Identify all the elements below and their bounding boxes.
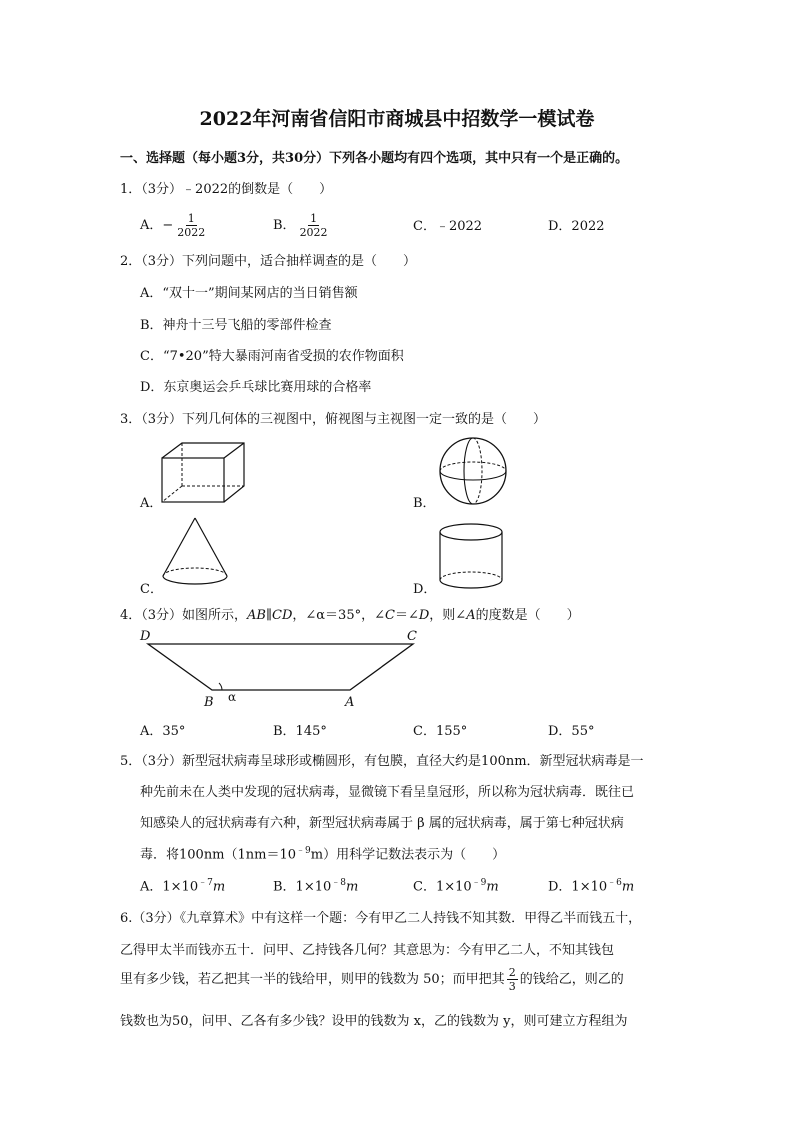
q1-option-c: C．﹣2022 bbox=[413, 219, 483, 234]
q1-a-numerator: 1 bbox=[187, 212, 195, 225]
figure-label-alpha: α bbox=[228, 690, 237, 704]
figure-label-c: C bbox=[407, 629, 417, 644]
q1-option-a bbox=[140, 212, 209, 239]
question-6-line-1: 6.（3分）《九章算术》中有这样一个题：今有甲乙二人持钱不知其数．甲得乙半而钱五十， bbox=[120, 911, 642, 926]
q5-a-exponent: ﹣7 bbox=[198, 878, 213, 888]
q4-stem-part: ，∠α＝35°，∠ bbox=[292, 608, 385, 623]
q5-b-exponent: ﹣8 bbox=[331, 878, 346, 888]
q5-line4-exponent: ﹣9 bbox=[296, 846, 311, 856]
q5-a-base: A．1×10 bbox=[140, 879, 199, 895]
q4-option-c: C．155° bbox=[413, 724, 468, 739]
q4-stem-ab: AB bbox=[247, 608, 266, 623]
q1-b-denominator: 2022 bbox=[299, 226, 328, 239]
q2-option-b: B．神舟十三号飞船的零部件检查 bbox=[140, 318, 332, 333]
q3-option-d: D． bbox=[413, 582, 437, 597]
q1-a-denominator: 2022 bbox=[177, 226, 206, 239]
q5-b-unit: m bbox=[346, 879, 359, 895]
q5-option-c bbox=[413, 875, 499, 894]
figure-label-b: B bbox=[204, 695, 214, 710]
q5-d-exponent: ﹣6 bbox=[607, 878, 622, 888]
q1-option-b bbox=[273, 212, 332, 239]
q5-c-base: C．1×10 bbox=[413, 879, 472, 895]
q3-option-b: B． bbox=[413, 496, 436, 511]
q3-option-c: C． bbox=[140, 582, 163, 597]
q4-stem-part: ，则∠ bbox=[429, 608, 467, 623]
q4-stem-part: 的度数是（ ） bbox=[475, 608, 580, 623]
q5-option-a bbox=[140, 875, 225, 894]
q5-option-d bbox=[548, 875, 634, 894]
q5-line4-part: 毒．将100nm（1nm＝10 bbox=[140, 847, 297, 863]
q4-stem-d: D bbox=[418, 608, 430, 623]
q4-stem-cd: CD bbox=[272, 608, 293, 623]
question-5-line-3: 知感染人的冠状病毒有六种，新型冠状病毒属于 β 属的冠状病毒，属于第七种冠状病 bbox=[140, 816, 624, 831]
q4-stem-c: C bbox=[385, 608, 395, 623]
q1-option-d: D．2022 bbox=[548, 219, 605, 234]
q4-option-b: B．145° bbox=[273, 724, 327, 739]
q1-option-b-label: B． bbox=[273, 218, 296, 233]
q1-option-a-sign: − bbox=[162, 218, 174, 233]
q6-line3-part: 的钱给乙，则乙的 bbox=[519, 972, 624, 987]
question-5-line-4 bbox=[140, 843, 505, 862]
q5-option-b bbox=[273, 875, 358, 894]
question-1-stem: 1．（3分）﹣2022的倒数是（ ） bbox=[120, 182, 333, 197]
question-6-line-2: 乙得甲太半而钱亦五十．问甲、乙持钱各几何？其意思为：今有甲乙二人，不知其钱包 bbox=[120, 943, 615, 958]
q2-option-c: C．“7•20”特大暴雨河南省受损的农作物面积 bbox=[140, 349, 404, 364]
question-5-line-2: 种先前未在人类中发现的冠状病毒，显微镜下看呈皇冠形，所以称为冠状病毒．既往已 bbox=[140, 785, 635, 800]
q6-denominator: 3 bbox=[508, 980, 516, 993]
question-3-stem: 3．（3分）下列几何体的三视图中，俯视图与主视图一定一致的是（ ） bbox=[120, 412, 547, 427]
q6-numerator: 2 bbox=[508, 966, 516, 979]
trapezoid-figure bbox=[140, 628, 430, 713]
q6-fraction bbox=[507, 966, 518, 993]
q1-option-a-label: A． bbox=[140, 218, 163, 233]
cone-figure bbox=[160, 516, 230, 588]
q4-stem-part: 4．（3分）如图所示， bbox=[120, 608, 248, 623]
q2-option-d: D．东京奥运会乒乓球比赛用球的合格率 bbox=[140, 380, 372, 395]
q5-d-unit: m bbox=[621, 879, 635, 895]
q4-stem-a: A bbox=[466, 608, 476, 623]
q5-a-unit: m bbox=[212, 879, 226, 895]
section-heading: 一、选择题（每小题3分，共30分）下列各小题均有四个选项，其中只有一个是正确的。 bbox=[120, 151, 629, 166]
q1-b-numerator: 1 bbox=[310, 212, 318, 225]
question-6-line-4: 钱数也为50，问甲、乙各有多少钱？设甲的钱数为 x，乙的钱数为 y，则可建立方程组为 bbox=[120, 1014, 628, 1029]
q5-c-exponent: ﹣9 bbox=[471, 878, 487, 888]
q1-option-b-fraction bbox=[298, 212, 330, 239]
q6-line3-part: 里有多少钱，若乙把其一半的钱给甲，则甲的钱数为 50；而甲把其 bbox=[120, 972, 505, 987]
question-4-stem bbox=[120, 604, 580, 623]
question-2-stem: 2．（3分）下列问题中，适合抽样调查的是（ ） bbox=[120, 254, 417, 269]
page-title: 2022年河南省信阳市商城县中招数学一模试卷 bbox=[199, 108, 595, 130]
question-6-line-3 bbox=[120, 966, 624, 993]
q4-option-a: A．35° bbox=[140, 724, 186, 739]
q5-line4-part: m）用科学记数法表示为（ ） bbox=[310, 847, 506, 863]
q4-stem-parallel: ∥ bbox=[266, 608, 273, 623]
q2-option-a: A．“双十一”期间某网店的当日销售额 bbox=[140, 286, 358, 301]
figure-label-d: D bbox=[140, 629, 151, 644]
q5-d-base: D．1×10 bbox=[548, 879, 608, 895]
figure-label-a: A bbox=[345, 695, 355, 710]
q1-option-a-fraction bbox=[175, 212, 207, 239]
cylinder-figure bbox=[438, 522, 504, 592]
question-5-line-1: 5．（3分）新型冠状病毒呈球形或椭圆形，有包膜，直径大约是100nm．新型冠状病毒是一 bbox=[120, 754, 644, 769]
q5-c-unit: m bbox=[486, 879, 499, 895]
q4-option-d: D．55° bbox=[548, 724, 595, 739]
q4-stem-part: ＝∠ bbox=[394, 608, 419, 623]
q3-option-a: A． bbox=[140, 496, 163, 511]
q5-b-base: B．1×10 bbox=[273, 879, 332, 895]
sphere-figure bbox=[438, 436, 508, 506]
cube-figure bbox=[160, 440, 250, 505]
